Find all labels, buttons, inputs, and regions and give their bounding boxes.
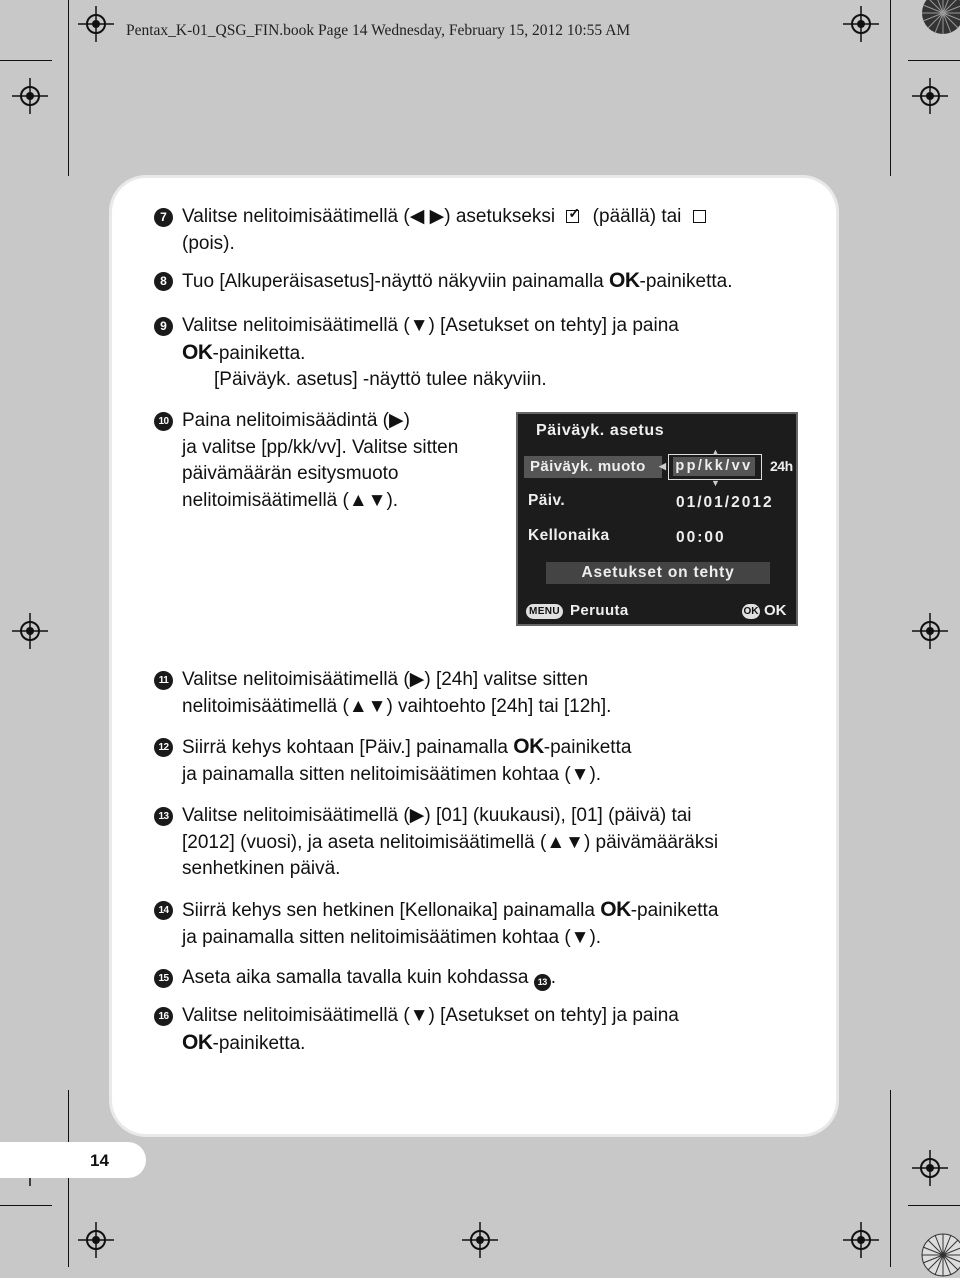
step-text: -painiketta <box>543 737 632 758</box>
ok-button-glyph: OK <box>600 898 631 921</box>
ok-button-glyph: OK <box>182 340 213 364</box>
ok-button-glyph: OK <box>609 269 640 292</box>
step-text: ja painamalla sitten nelitoimisäätimen kohtaa (▼). <box>182 926 602 948</box>
step-text: Valitse nelitoimisäätimellä (▶) [01] (kuukausi), [01] (päivä) tai <box>182 805 692 826</box>
date-format-value: pp/kk/vv <box>673 457 755 476</box>
step-text: Aseta aika samalla tavalla kuin kohdassa <box>182 967 534 988</box>
circled-number-icon: 7 <box>154 208 173 227</box>
checkbox-on-icon: ✓ <box>568 205 581 221</box>
registration-mark-icon <box>12 613 48 649</box>
circled-number-icon: 15 <box>154 969 173 988</box>
registration-mark-icon <box>912 1150 948 1186</box>
registration-mark-icon <box>912 78 948 114</box>
circled-number-icon: 13 <box>154 807 173 826</box>
date-label: Päiv. <box>528 492 566 509</box>
circled-number-icon: 14 <box>154 901 173 920</box>
cancel-label[interactable]: Peruuta <box>570 602 629 619</box>
step-15 <box>154 965 814 992</box>
time-label: Kellonaika <box>528 527 610 544</box>
crop-line <box>890 0 891 176</box>
circled-number-icon: 11 <box>154 671 173 690</box>
ok-key-icon: OK <box>743 606 759 617</box>
step-text: -painiketta. <box>212 1032 306 1054</box>
step-text: . <box>550 967 556 988</box>
down-arrow-icon: ▼ <box>711 478 720 488</box>
step-text: [Päiväyk. asetus] -näyttö tulee näkyviin. <box>214 369 547 390</box>
step-8 <box>154 268 814 296</box>
step-text: Siirrä kehys kohtaan [Päiv.] painamalla <box>182 737 514 758</box>
crop-line <box>68 1090 69 1267</box>
step-7 <box>154 204 814 257</box>
camera-date-settings-screen <box>516 412 798 626</box>
registration-mark-icon <box>78 1222 114 1258</box>
step-text: Valitse nelitoimisäätimellä (▼) [Asetukset on tehty] ja paina <box>182 1005 679 1026</box>
up-arrow-icon: ▲ <box>711 447 720 457</box>
crop-line <box>908 60 960 61</box>
date-format-selector[interactable] <box>668 454 762 480</box>
screen-title: Päiväyk. asetus <box>536 422 665 439</box>
circled-number-icon: 12 <box>154 738 173 757</box>
step-11 <box>154 667 814 720</box>
step-text: Siirrä kehys sen hetkinen [Kellonaika] painamalla <box>182 900 601 921</box>
step-text: (pois). <box>182 232 235 254</box>
step-text: nelitoimisäätimellä (▲▼) vaihtoehto [24h] tai [12h]. <box>182 695 612 717</box>
step-13 <box>154 803 814 883</box>
crop-line <box>0 1205 52 1206</box>
circled-number-icon: 10 <box>154 412 173 431</box>
step-text: (päällä) tai <box>592 206 682 227</box>
step-12 <box>154 734 814 788</box>
crop-line <box>0 60 52 61</box>
step-text: [2012] (vuosi), ja aseta nelitoimisäätimellä (▲▼) päivämääräksi <box>182 831 719 853</box>
checkbox-off-icon <box>693 210 706 223</box>
date-value[interactable]: 01/01/2012 <box>676 494 774 511</box>
date-format-label[interactable]: Päiväyk. muoto <box>524 456 662 478</box>
step-text: senhetkinen päivä. <box>182 858 341 879</box>
step-text: -painiketta. <box>639 271 733 292</box>
left-arrow-icon: ◀ <box>659 461 666 471</box>
step-text: päivämäärän esitysmuoto <box>182 463 399 484</box>
registration-mark-icon <box>843 6 879 42</box>
circled-number-icon: 13 <box>534 974 551 991</box>
step-9 <box>154 313 814 394</box>
sunburst-target-icon <box>920 0 960 36</box>
circled-number-icon: 8 <box>154 272 173 291</box>
step-text: -painiketta <box>630 900 719 921</box>
step-text: Paina nelitoimisäädintä (▶) <box>182 410 410 431</box>
ok-button-glyph: OK <box>182 1030 213 1054</box>
ok-label[interactable]: OK <box>764 602 787 619</box>
registration-mark-icon <box>462 1222 498 1258</box>
step-text: ja valitse [pp/kk/vv]. Valitse sitten <box>182 436 459 458</box>
registration-mark-icon <box>912 613 948 649</box>
step-text: Valitse nelitoimisäätimellä (▼) [Asetukset on tehty] ja paina <box>182 315 679 336</box>
crop-line <box>68 0 69 176</box>
circled-number-icon: 9 <box>154 317 173 336</box>
step-text: ja painamalla sitten nelitoimisäätimen kohtaa (▼). <box>182 763 602 785</box>
step-16 <box>154 1003 814 1057</box>
step-10 <box>154 408 484 514</box>
settings-done-button[interactable]: Asetukset on tehty <box>546 562 770 584</box>
registration-mark-icon <box>12 78 48 114</box>
crop-line <box>908 1205 960 1206</box>
menu-key-icon: MENU <box>526 604 563 619</box>
registration-mark-icon <box>843 1222 879 1258</box>
page-number-tab <box>0 1142 146 1178</box>
registration-mark-icon <box>78 6 114 42</box>
sunburst-target-icon <box>920 1232 960 1278</box>
print-header: Pentax_K-01_QSG_FIN.book Page 14 Wednesday, February 15, 2012 10:55 AM <box>126 22 631 39</box>
time-value[interactable]: 00:00 <box>676 529 726 546</box>
hour-mode-value[interactable]: 24h <box>770 458 793 474</box>
circled-number-icon: 16 <box>154 1007 173 1026</box>
step-text: Valitse nelitoimisäätimellä (◀ ▶) asetukseksi <box>182 206 556 227</box>
step-14 <box>154 897 814 951</box>
step-text: Valitse nelitoimisäätimellä (▶) [24h] valitse sitten <box>182 669 589 690</box>
step-text: -painiketta. <box>212 342 306 364</box>
crop-line <box>890 1090 891 1267</box>
page-number: 14 <box>90 1151 109 1170</box>
step-text: nelitoimisäätimellä (▲▼). <box>182 489 399 511</box>
step-text: Tuo [Alkuperäisasetus]-näyttö näkyviin painamalla <box>182 271 610 292</box>
ok-button-glyph: OK <box>513 735 544 758</box>
